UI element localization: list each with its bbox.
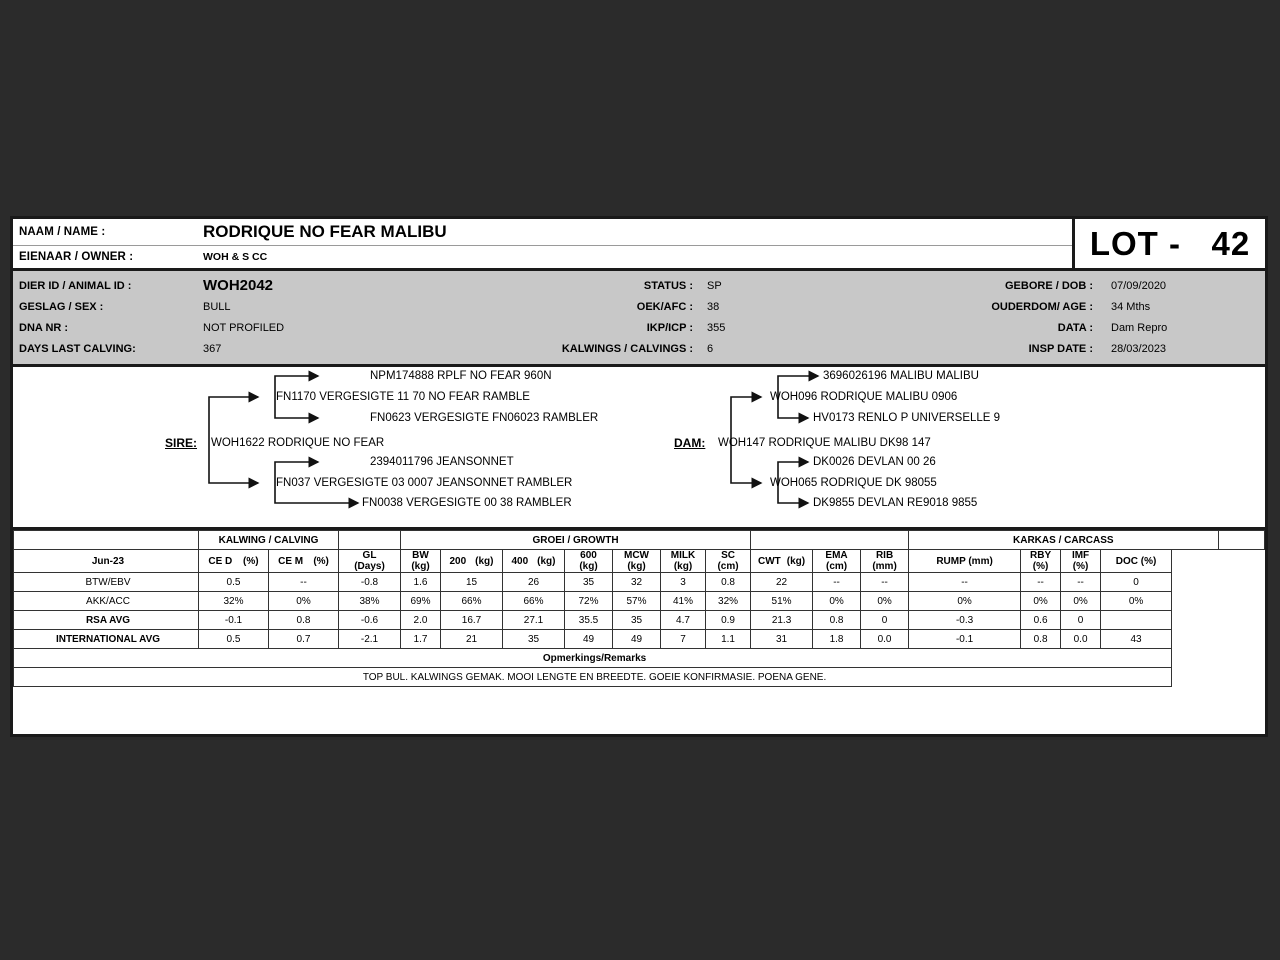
cell-gl: -0.8 xyxy=(339,573,401,592)
owner-name: WOH & S CC xyxy=(203,251,268,263)
col-header-ced: CE D (%) xyxy=(199,550,269,573)
calvings-value: 6 xyxy=(707,342,714,355)
group-growth: GROEI / GROWTH xyxy=(401,531,751,550)
cell-bw: 1.7 xyxy=(401,630,441,649)
cell-doc: 0% xyxy=(1101,592,1172,611)
dob-label: GEBORE / DOB : xyxy=(1004,279,1093,292)
lot-number: LOT - 42 xyxy=(1089,225,1251,262)
icp-value: 355 xyxy=(707,321,726,334)
pedigree-tree xyxy=(13,367,1265,530)
row-label: BTW/EBV xyxy=(14,573,199,592)
cell-rump: -0.1 xyxy=(909,630,1021,649)
group-calving: KALWING / CALVING xyxy=(199,531,339,550)
name-row xyxy=(13,219,1072,245)
data-value: Dam Repro xyxy=(1111,321,1168,334)
cell-rib: 0.0 xyxy=(861,630,909,649)
row-label: INTERNATIONAL AVG xyxy=(14,630,199,649)
cell-rib: 0 xyxy=(861,611,909,630)
cell-milk: 4.7 xyxy=(661,611,706,630)
owner-label: EIENAAR / OWNER : xyxy=(19,251,134,263)
cell-rump: -0.3 xyxy=(909,611,1021,630)
cell-ema: -- xyxy=(813,573,861,592)
cell-mcw: 49 xyxy=(613,630,661,649)
dam-dam-sire-name: DK0026 DEVLAN 00 26 xyxy=(813,456,936,468)
sire-sire-name: FN1170 VERGESIGTE 11 70 NO FEAR RAMBLE xyxy=(276,391,530,403)
cell-doc xyxy=(1101,611,1172,630)
cell-sc: 1.1 xyxy=(706,630,751,649)
lot-card xyxy=(10,216,1268,737)
cell-rby: 0% xyxy=(1021,592,1061,611)
cell-milk: 3 xyxy=(661,573,706,592)
cell-gl: -0.6 xyxy=(339,611,401,630)
afc-label: OEK/AFC : xyxy=(636,300,693,313)
cell-ced: 0.5 xyxy=(199,630,269,649)
cell-cem: 0% xyxy=(269,592,339,611)
name-header xyxy=(13,219,1265,271)
dna-label: DNA NR : xyxy=(19,321,69,334)
col-header-milk: MILK (kg) xyxy=(661,550,706,573)
table-column-header-row xyxy=(14,550,1265,573)
info-row xyxy=(13,317,1265,338)
cell-cem: 0.8 xyxy=(269,611,339,630)
cell-ema: 0% xyxy=(813,592,861,611)
table-row xyxy=(14,611,1265,630)
col-header-gl: GL (Days) xyxy=(339,550,401,573)
sire-dam-dam-name: FN0038 VERGESIGTE 00 38 RAMBLER xyxy=(362,497,572,509)
sire-sire-dam-name: FN0623 VERGESIGTE FN06023 RAMBLER xyxy=(370,412,599,424)
cell-gl: -2.1 xyxy=(339,630,401,649)
cell-w600: 35 xyxy=(565,573,613,592)
row-label: RSA AVG xyxy=(14,611,199,630)
age-label: OUDERDOM/ AGE : xyxy=(991,300,1093,313)
col-header-imf: IMF (%) xyxy=(1061,550,1101,573)
name-label: NAAM / NAME : xyxy=(19,226,106,238)
cell-milk: 7 xyxy=(661,630,706,649)
cell-ema: 0.8 xyxy=(813,611,861,630)
cell-bw: 2.0 xyxy=(401,611,441,630)
info-row xyxy=(13,338,1265,359)
cell-imf: 0.0 xyxy=(1061,630,1101,649)
col-header-rib: RIB (mm) xyxy=(861,550,909,573)
cell-cem: -- xyxy=(269,573,339,592)
sex-value: BULL xyxy=(203,300,231,313)
group-blank-gl xyxy=(339,531,401,550)
days-last-calving-label: DAYS LAST CALVING: xyxy=(19,342,136,355)
remarks-row xyxy=(14,668,1265,687)
cell-w400: 35 xyxy=(503,630,565,649)
cell-cwt: 51% xyxy=(751,592,813,611)
icp-label: IKP/ICP : xyxy=(646,321,693,334)
calvings-label: KALWINGS / CALVINGS : xyxy=(561,342,693,355)
cell-rby: 0.8 xyxy=(1021,630,1061,649)
animal-id-label: DIER ID / ANIMAL ID : xyxy=(19,279,132,292)
cell-imf: -- xyxy=(1061,573,1101,592)
dam-sire-dam-name: HV0173 RENLO P UNIVERSELLE 9 xyxy=(813,412,1001,424)
col-header-bw: BW (kg) xyxy=(401,550,441,573)
dam-sire-name: WOH096 RODRIQUE MALIBU 0906 xyxy=(770,391,958,403)
cell-ced: -0.1 xyxy=(199,611,269,630)
row-label: AKK/ACC xyxy=(14,592,199,611)
cell-ema: 1.8 xyxy=(813,630,861,649)
dam-dam-name: WOH065 RODRIQUE DK 98055 xyxy=(770,477,937,489)
remarks-text: TOP BUL. KALWINGS GEMAK. MOOI LENGTE EN BREEDTE. GOEIE KONFIRMASIE. POENA GENE. xyxy=(14,668,1172,687)
cell-rib: -- xyxy=(861,573,909,592)
sire-label: SIRE: xyxy=(165,436,198,450)
cell-sc: 0.8 xyxy=(706,573,751,592)
age-value: 34 Mths xyxy=(1111,300,1151,313)
table-group-header-row xyxy=(14,531,1265,550)
cell-sc: 32% xyxy=(706,592,751,611)
cell-w200: 66% xyxy=(441,592,503,611)
dam-name: WOH147 RODRIQUE MALIBU DK98 147 xyxy=(718,437,931,449)
col-header-doc: DOC (%) xyxy=(1101,550,1172,573)
breeding-values-table xyxy=(13,530,1265,687)
dam-sire-sire-name: 3696026196 MALIBU MALIBU xyxy=(823,370,979,382)
lot-number-box xyxy=(1072,219,1265,268)
cell-rib: 0% xyxy=(861,592,909,611)
cell-doc: 43 xyxy=(1101,630,1172,649)
col-header-cem: CE M (%) xyxy=(269,550,339,573)
cell-gl: 38% xyxy=(339,592,401,611)
col-header-rby: RBY (%) xyxy=(1021,550,1061,573)
cell-ced: 0.5 xyxy=(199,573,269,592)
cell-cwt: 21.3 xyxy=(751,611,813,630)
cell-w600: 72% xyxy=(565,592,613,611)
data-label: DATA : xyxy=(1057,321,1093,334)
cell-bw: 1.6 xyxy=(401,573,441,592)
cell-cem: 0.7 xyxy=(269,630,339,649)
cell-w200: 15 xyxy=(441,573,503,592)
group-blank xyxy=(14,531,199,550)
status-value: SP xyxy=(707,279,722,292)
cell-mcw: 57% xyxy=(613,592,661,611)
owner-row xyxy=(13,245,1072,268)
cell-mcw: 35 xyxy=(613,611,661,630)
afc-value: 38 xyxy=(707,300,720,313)
table-row xyxy=(14,592,1265,611)
sire-sire-sire-name: NPM174888 RPLF NO FEAR 960N xyxy=(370,370,552,382)
sire-dam-name: FN037 VERGESIGTE 03 0007 JEANSONNET RAMBLER xyxy=(276,477,573,489)
col-header-w400: 400 (kg) xyxy=(503,550,565,573)
info-row xyxy=(13,296,1265,317)
cell-doc: 0 xyxy=(1101,573,1172,592)
sire-dam-sire-name: 2394011796 JEANSONNET xyxy=(370,456,514,468)
cell-w200: 21 xyxy=(441,630,503,649)
cell-cwt: 22 xyxy=(751,573,813,592)
table-row xyxy=(14,573,1265,592)
date-label: Jun-23 xyxy=(14,550,199,573)
dam-dam-dam-name: DK9855 DEVLAN RE9018 9855 xyxy=(813,497,978,509)
col-header-w600: 600 (kg) xyxy=(565,550,613,573)
cell-rby: -- xyxy=(1021,573,1061,592)
col-header-ema: EMA (cm) xyxy=(813,550,861,573)
status-label: STATUS : xyxy=(643,279,693,292)
sire-name: WOH1622 RODRIQUE NO FEAR xyxy=(211,437,385,449)
group-carcass: KARKAS / CARCASS xyxy=(909,531,1218,550)
cell-rump: -- xyxy=(909,573,1021,592)
animal-id-value: WOH2042 xyxy=(203,277,274,294)
cell-w400: 26 xyxy=(503,573,565,592)
days-last-calving-value: 367 xyxy=(203,342,222,355)
dam-label: DAM: xyxy=(674,436,706,450)
pedigree-connector-lines xyxy=(13,367,1265,527)
table-row xyxy=(14,630,1265,649)
info-row xyxy=(13,275,1265,296)
cell-w200: 16.7 xyxy=(441,611,503,630)
cell-rby: 0.6 xyxy=(1021,611,1061,630)
cell-sc: 0.9 xyxy=(706,611,751,630)
info-band xyxy=(13,271,1265,367)
cell-cwt: 31 xyxy=(751,630,813,649)
col-header-cwt: CWT (kg) xyxy=(751,550,813,573)
cell-imf: 0% xyxy=(1061,592,1101,611)
cell-rump: 0% xyxy=(909,592,1021,611)
col-header-mcw: MCW (kg) xyxy=(613,550,661,573)
remarks-header-row xyxy=(14,649,1265,668)
group-blank-mid xyxy=(751,531,909,550)
cell-imf: 0 xyxy=(1061,611,1101,630)
name-column xyxy=(13,219,1072,268)
cell-milk: 41% xyxy=(661,592,706,611)
cell-mcw: 32 xyxy=(613,573,661,592)
cell-w400: 27.1 xyxy=(503,611,565,630)
sex-label: GESLAG / SEX : xyxy=(19,300,104,313)
remarks-label: Opmerkings/Remarks xyxy=(14,649,1172,668)
insp-date-value: 28/03/2023 xyxy=(1111,342,1167,355)
dna-value: NOT PROFILED xyxy=(203,321,285,334)
cell-w600: 35.5 xyxy=(565,611,613,630)
col-header-rump: RUMP (mm) xyxy=(909,550,1021,573)
cell-ced: 32% xyxy=(199,592,269,611)
cell-w600: 49 xyxy=(565,630,613,649)
insp-date-label: INSP DATE : xyxy=(1028,342,1093,355)
col-header-sc: SC (cm) xyxy=(706,550,751,573)
dob-value: 07/09/2020 xyxy=(1111,279,1167,292)
animal-name: RODRIQUE NO FEAR MALIBU xyxy=(203,222,447,241)
cell-w400: 66% xyxy=(503,592,565,611)
cell-bw: 69% xyxy=(401,592,441,611)
group-blank-doc xyxy=(1218,531,1264,550)
col-header-w200: 200 (kg) xyxy=(441,550,503,573)
